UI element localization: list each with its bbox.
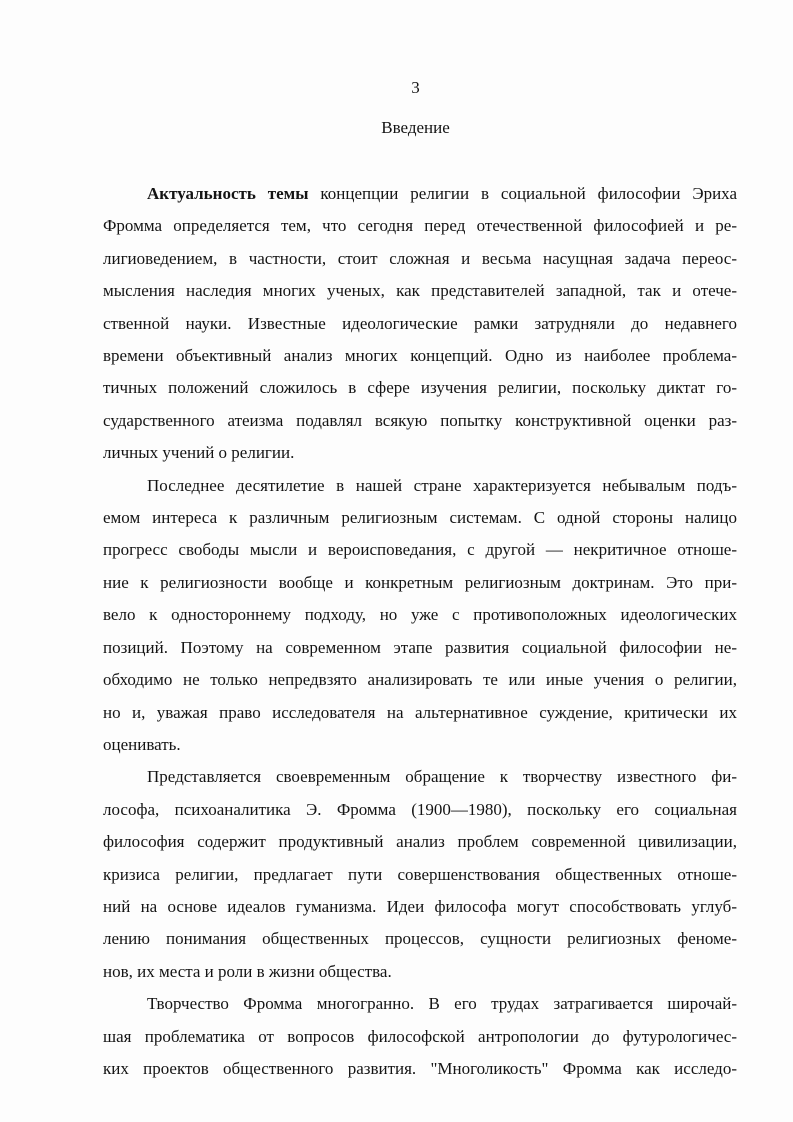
paragraph-2-line: емом интереса к различным религиозным системам. С одной стороны налицо <box>103 508 737 528</box>
paragraph-3-line: кризиса религии, предлагает пути совершенствования общественных отноше- <box>103 864 737 884</box>
paragraph-3-line: Представляется своевременным обращение к творчеству известного фи- <box>147 767 737 787</box>
paragraph-2-line: вело к одностороннему подходу, но уже с противоположных идеологических <box>103 605 737 625</box>
paragraph-1-line: ственной науки. Известные идеологические рамки затрудняли до недавнего <box>103 313 737 333</box>
paragraph-1-line: Фромма определяется тем, что сегодня перед отечественной философией и ре- <box>103 216 737 236</box>
section-heading: Введение <box>381 118 450 137</box>
paragraph-3-line: лософа, психоаналитика Э. Фромма (1900—1980), поскольку его социальная <box>103 799 737 819</box>
paragraph-1-line: лигиоведением, в частности, стоит сложная и весьма насущная задача переос- <box>103 248 737 268</box>
paragraph-2-line: оценивать. <box>103 734 181 754</box>
paragraph-1-line: сударственного атеизма подавлял всякую попытку конструктивной оценки раз- <box>103 410 737 430</box>
paragraph-1-line: тичных положений сложилось в сфере изучения религии, поскольку диктат го- <box>103 378 737 398</box>
paragraph-2-line: обходимо не только непредвзято анализировать те или иные учения о религии, <box>103 670 737 690</box>
paragraph-1-line-1: Актуальность темы концепции религии в социальной философии Эриха <box>147 184 737 203</box>
paragraph-4-line: ких проектов общественного развития. "Многоликость" Фромма как исследо- <box>103 1058 737 1078</box>
paragraph-1-line: мысления наследия многих ученых, как представителей западной, так и отече- <box>103 281 737 301</box>
paragraph-2-line: позиций. Поэтому на современном этапе развития социальной философии не- <box>103 637 737 657</box>
paragraph-1-line: личных учений о религии. <box>103 443 295 463</box>
emphasis-term: Актуальность темы <box>147 184 309 203</box>
paragraph-3-line: ний на основе идеалов гуманизма. Идеи философа могут способствовать углуб- <box>103 896 737 916</box>
paragraph-1-line: времени объективный анализ многих концепций. Одно из наиболее проблема- <box>103 346 737 366</box>
paragraph-3-line: философия содержит продуктивный анализ проблем современной цивилизации, <box>103 832 737 852</box>
paragraph-4-line: Творчество Фромма многогранно. В его трудах затрагивается широчай- <box>147 994 737 1014</box>
paragraph-3-line: нов, их места и роли в жизни общества. <box>103 961 392 981</box>
paragraph-3-line: лению понимания общественных процессов, сущности религиозных феноме- <box>103 929 737 949</box>
paragraph-2-line: но и, уважая право исследователя на альтернативное суждение, критически их <box>103 702 737 722</box>
paragraph-2-line: прогресс свободы мысли и вероисповедания, с другой — некритичное отноше- <box>103 540 737 560</box>
paragraph-2-line: ние к религиозности вообще и конкретным религиозным доктринам. Это при- <box>103 572 737 592</box>
body-text <box>103 178 737 1085</box>
page-number: 3 <box>411 78 420 97</box>
paragraph-4-line: шая проблематика от вопросов философской антропологии до футурологичес- <box>103 1026 737 1046</box>
paragraph-2-line: Последнее десятилетие в нашей стране характеризуется небывалым подъ- <box>147 475 737 495</box>
